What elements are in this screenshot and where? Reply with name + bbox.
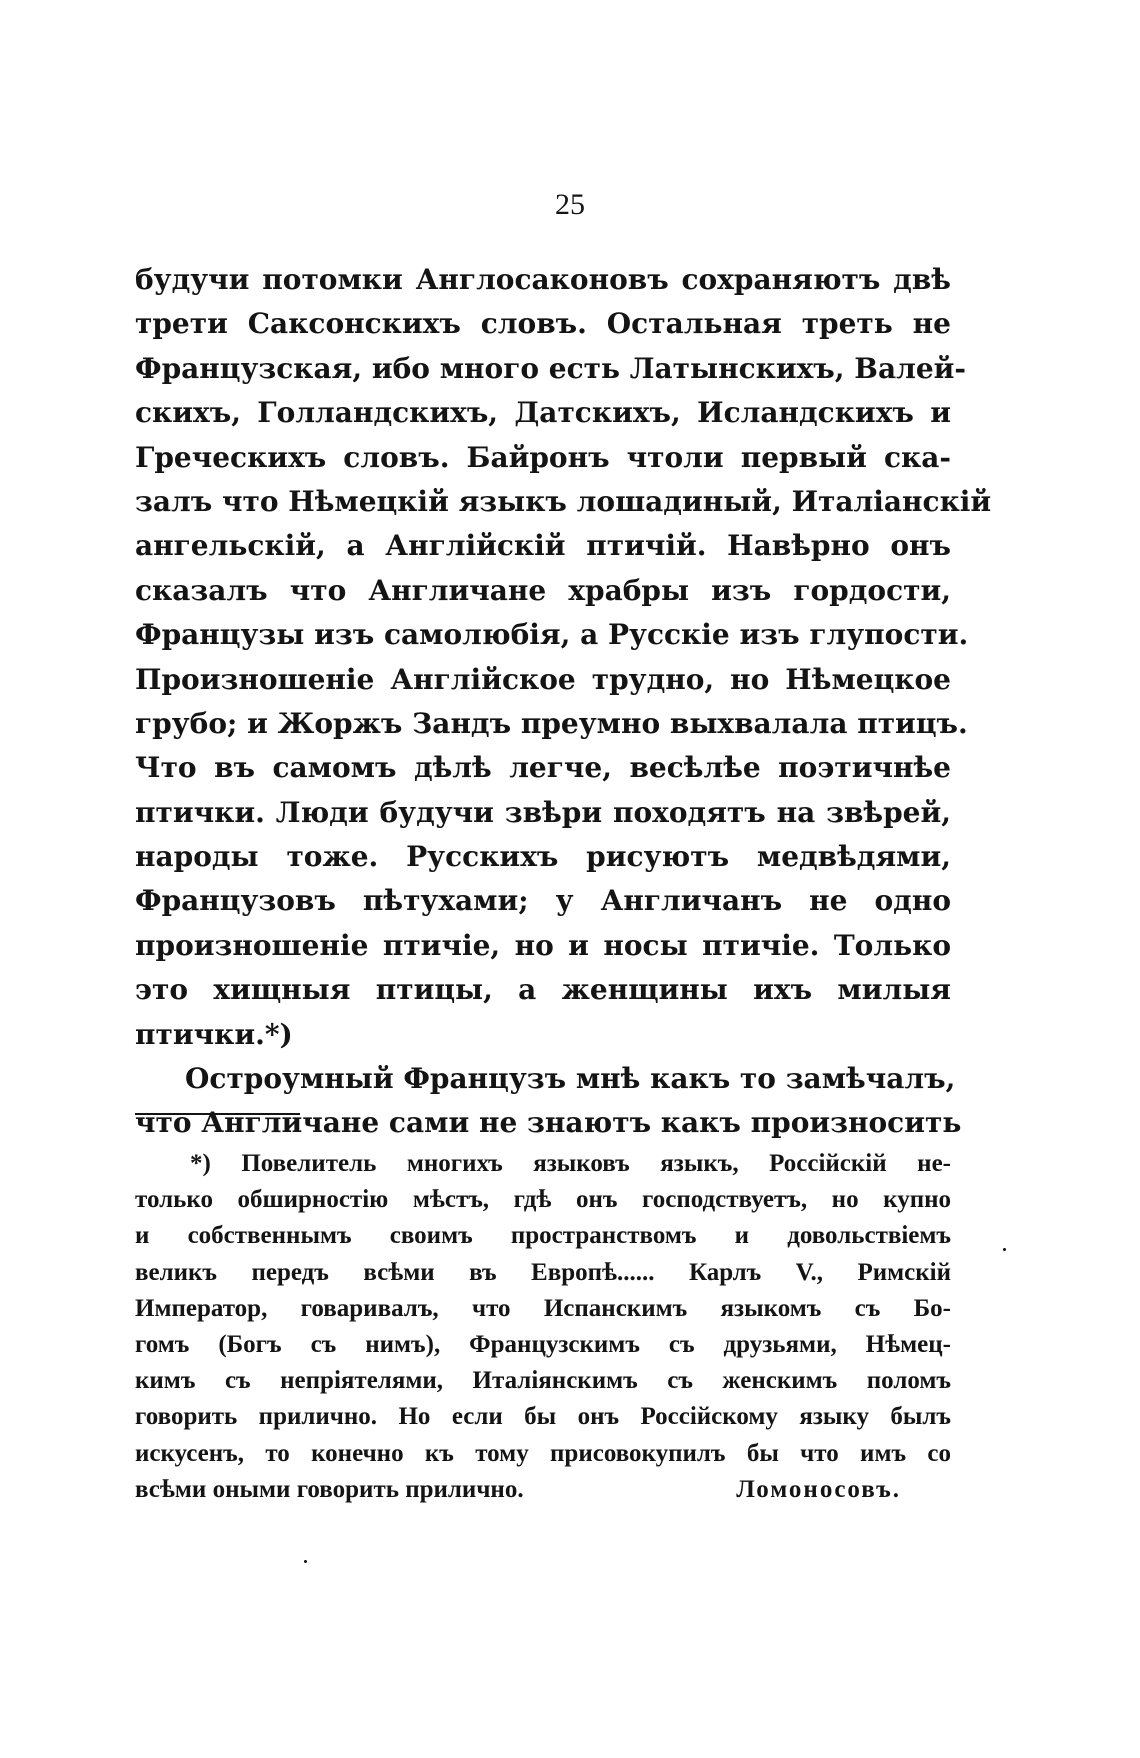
footnote-line: великъ передъ всѣми въ Европѣ...... Карлъ V., Римскій [135, 1258, 951, 1286]
footnote-separator-rule [135, 1113, 300, 1115]
footnote-line: *) Повелитель многихъ языковъ языкъ, Россійскій не- [190, 1150, 951, 1177]
main-text-line: птички. Люди будучи звѣри походятъ на звѣрей, [135, 795, 951, 829]
page-number: 25 [555, 188, 585, 221]
footnote-line: гомъ (Богъ съ нимъ), Французскимъ съ друзьями, Нѣмец- [135, 1330, 951, 1358]
main-text-line: это хищныя птицы, а женщины ихъ милыя [135, 973, 951, 1007]
footnote-line: только обширностію мѣстъ, гдѣ онъ господствуетъ, но купно [135, 1186, 951, 1214]
main-text-line: Произношеніе Англійское трудно, но Нѣмецкое [135, 662, 951, 696]
main-text-line: Французы изъ самолюбія, а Русскіе изъ глупости. [135, 618, 969, 652]
main-text-line: трети Саксонскихъ словъ. Остальная треть не [135, 307, 951, 341]
footnote-line: говорить прилично. Но если бы онъ Россійскому языку былъ [135, 1403, 951, 1431]
footnote-line: всѣми оными говорить прилично. [135, 1475, 524, 1503]
footnote-line: искусенъ, то конечно къ тому присовокупилъ бы что имъ со [135, 1439, 951, 1467]
main-text-line: Французовъ пѣтухами; у Англичанъ не одно [135, 884, 951, 918]
main-text-line: будучи потомки Англосаконовъ сохраняютъ двѣ [135, 263, 951, 296]
main-text-line: Что въ самомъ дѣлѣ легче, весѣлѣе поэтичнѣе [135, 751, 951, 785]
main-text-line: грубо; и Жоржъ Зандъ преумно выхвалала птицъ. [135, 706, 968, 740]
main-text-block [135, 258, 992, 1146]
main-text-line: залъ что Нѣмецкій языкъ лошадиный, Италіанскій [135, 484, 992, 518]
stray-mark [304, 1560, 307, 1563]
footnote-signature: Ломоносовъ. [736, 1475, 901, 1503]
stray-mark [1003, 1248, 1006, 1251]
main-text-line: ангельскій, а Англійскій птичій. Навѣрно онъ [135, 529, 951, 563]
footnote-block [135, 1146, 951, 1508]
main-text-line: Остроумный Французъ мнѣ какъ то замѣчалъ, [185, 1062, 956, 1096]
main-text-line: Французская, ибо много есть Латынскихъ, Валей- [135, 351, 967, 385]
main-text-line: скихъ, Голландскихъ, Датскихъ, Исландскихъ и [135, 396, 951, 430]
main-text-line: сказалъ что Англичане храбры изъ гордости, [135, 573, 951, 607]
main-text-line: произношеніе птичіе, но и носы птичіе. Только [135, 928, 951, 962]
main-text-line: Греческихъ словъ. Байронъ чтоли первый ска- [135, 440, 951, 474]
main-text-line: что Англичане сами не знаютъ какъ произносить [135, 1106, 962, 1140]
footnote-last-line [135, 1472, 951, 1508]
footnote-line: и собственнымъ своимъ пространствомъ и довольствіемъ [135, 1222, 951, 1250]
footnote-line: кимъ съ непріятелями, Италіянскимъ съ женскимъ поломъ [135, 1367, 951, 1395]
main-text-line: народы тоже. Русскихъ рисуютъ медвѣдями, [135, 840, 951, 874]
footnote-line: Император, говаривалъ, что Испанскимъ языкомъ съ Бо- [135, 1294, 951, 1322]
main-text-line: птички.*) [135, 1017, 293, 1051]
